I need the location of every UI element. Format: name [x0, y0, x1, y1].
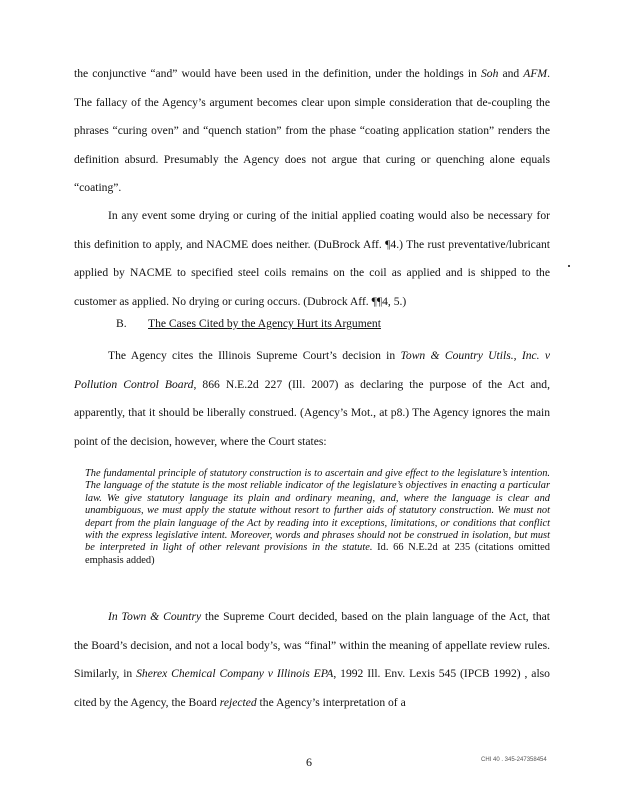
section-title: The Cases Cited by the Agency Hurt its Argument	[148, 317, 381, 330]
quote-text: The fundamental principle of statutory construction is to ascertain and give effect to the legislature’s intention. The language of the statute is the most reliable indicator of the legislature’s objectives in enacting a particular law. We give statutory language its plain and ordinary meaning, and, where the language is clear and unambiguous, we must apply the statute without resort to further aids of statutory construction. We must not depart from the plain language of the Act by reading into it exceptions, limitations, or conditions that conflict with the express legislative intent. Moreover, words and phrases should not be construed in isolation, but must be interpreted in light of other relevant provisions in the statute.	[85, 468, 550, 554]
case-afm: AFM	[523, 67, 548, 80]
text: the Agency’s interpretation of a	[256, 695, 406, 709]
document-code: CHI 40 . 345-247358454	[481, 757, 547, 763]
text: the conjunctive “and” would have been used in the definition, under the holdings in	[74, 67, 481, 80]
case-sherex: Sherex Chemical Company v Illinois EPA	[136, 667, 334, 681]
quote-citation: Id. 66 N.E.2d at 235 (citations omitted emphasis added)	[85, 542, 550, 566]
paragraph-drying: In any event some drying or curing of the initial applied coating would also be necessary for this definition to apply, and NACME does neither. (DuBrock Aff. ¶4.) The rust preventative/lubricant applied by NACME to specified steel coils remains on the coil as applied and is shipped to the customer as applied. No drying or curing occurs. (Dubrock Aff. ¶¶4, 5.)	[74, 209, 550, 308]
text: and	[498, 67, 524, 80]
text: , 1992 Ill. Env. Lexis 545 (IPCB 1992) , also cited by the Agency, the Board	[74, 667, 550, 709]
paragraph-agency-cites	[74, 342, 550, 456]
text: , 866 N.E.2d 227 (Ill. 2007) as declaring the purpose of the Act and, apparently, that it should be liberally construed. (Agency’s Mot., at p8.) The Agency ignores the main point of the decision, however, where the Court states:	[74, 377, 550, 448]
text: The Agency cites the Illinois Supreme Court’s decision in	[108, 349, 401, 362]
paragraph-town-country	[74, 603, 550, 717]
margin-mark	[568, 265, 570, 267]
page-number: 6	[306, 755, 312, 769]
case-soh: Soh	[480, 67, 499, 80]
case-town-country-2: In Town & Country	[108, 610, 202, 623]
emphasis-rejected: rejected	[219, 695, 257, 709]
case-town-country: Town & Country Utils., Inc. v Pollution Control Board	[74, 349, 550, 391]
section-heading	[116, 317, 381, 330]
block-quote	[85, 468, 550, 567]
paragraph-continuation	[74, 60, 550, 203]
text: . The fallacy of the Agency’s argument becomes clear upon simple consideration that de-coupling the phrases “curing oven” and “quench station” from the phase “coating application station” renders the definition absurd. Presumably the Agency does not argue that curing or quenching alone equals “coating”.	[74, 67, 550, 195]
section-number: B.	[116, 317, 127, 330]
text: the Supreme Court decided, based on the plain language of the Act, that the Board’s decision, and not a local body’s, was “final” within the meaning of appellate review rules. Similarly, in	[74, 610, 550, 681]
